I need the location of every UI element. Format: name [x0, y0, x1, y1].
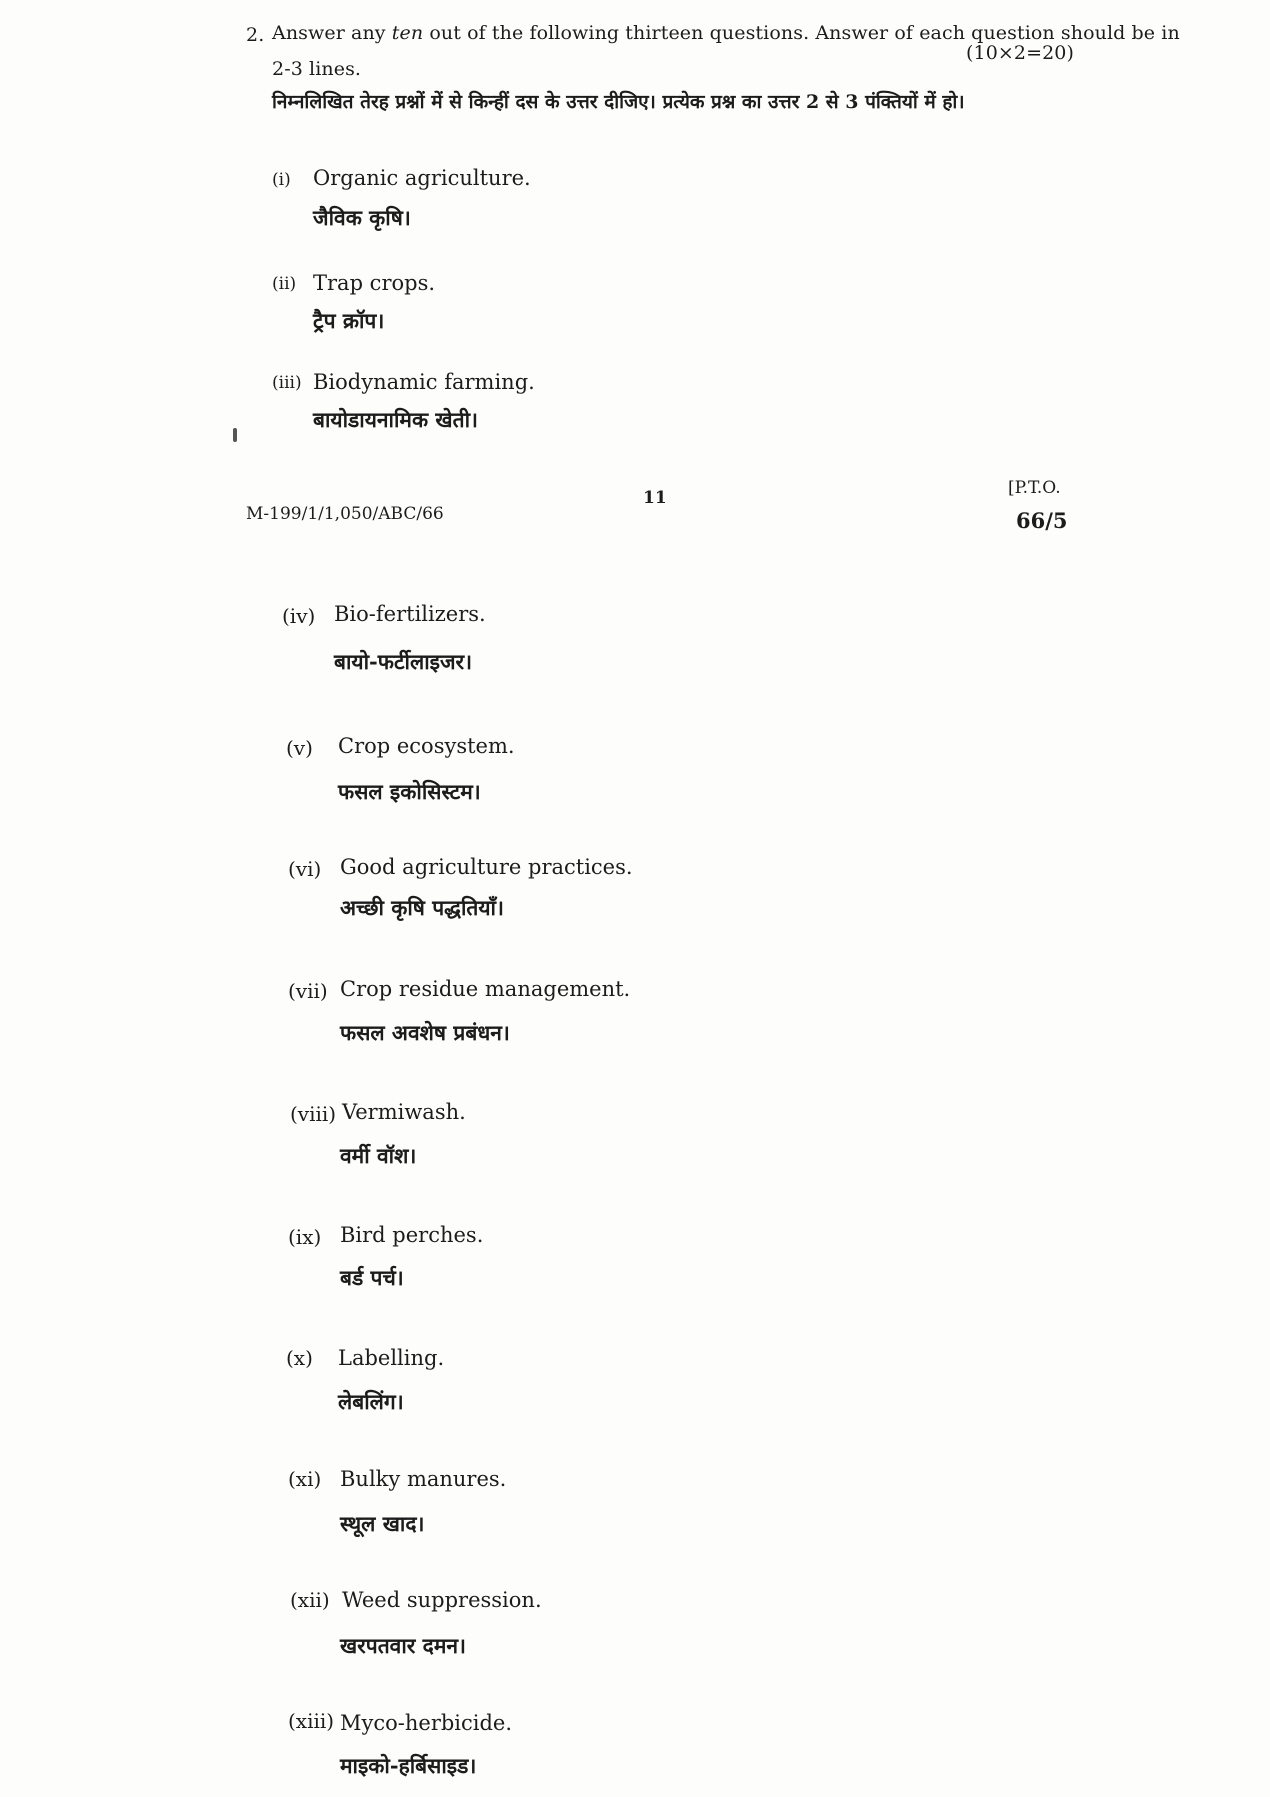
item-english: Weed suppression. — [342, 1588, 542, 1612]
item-hindi: खरपतवार दमन। — [340, 1633, 467, 1658]
item-english: Myco-herbicide. — [340, 1711, 513, 1735]
instruction-pre: Answer any — [272, 22, 392, 44]
instruction-emphasis: ten — [391, 22, 424, 44]
pto-mark: [P.T.O. — [1008, 478, 1061, 498]
item-number: (viii) — [290, 1102, 337, 1126]
item-number: (ii) — [272, 274, 297, 294]
scan-speck — [233, 428, 237, 442]
item-number: (iv) — [282, 604, 316, 628]
item-number: (xii) — [290, 1588, 330, 1612]
item-english: Good agriculture practices. — [340, 855, 633, 879]
set-code: 66/5 — [1016, 508, 1068, 533]
item-hindi: अच्छी कृषि पद्धतियाँ। — [340, 895, 504, 920]
item-english: Bird perches. — [340, 1223, 484, 1247]
item-english: Biodynamic farming. — [313, 370, 535, 394]
item-english: Bulky manures. — [340, 1467, 507, 1491]
item-hindi: स्थूल खाद। — [340, 1511, 425, 1536]
item-number: (iii) — [272, 373, 302, 393]
item-number: (xiii) — [288, 1709, 335, 1733]
item-number: (v) — [286, 736, 313, 760]
item-english: Crop ecosystem. — [338, 734, 515, 758]
item-hindi: ट्रैप क्रॉप। — [313, 308, 385, 333]
item-hindi: वर्मी वॉश। — [340, 1143, 417, 1168]
item-number: (x) — [286, 1346, 313, 1370]
paper-code: M-199/1/1,050/ABC/66 — [246, 504, 444, 524]
question-instruction-line1 — [272, 22, 1180, 44]
question-instruction-line2: 2-3 lines. — [272, 58, 362, 80]
item-hindi: लेबलिंग। — [338, 1389, 404, 1414]
item-number: (i) — [272, 170, 291, 190]
item-english: Trap crops. — [313, 271, 436, 295]
page-number: 11 — [643, 488, 667, 508]
item-hindi: जैविक कृषि। — [313, 205, 411, 230]
question-number: 2. — [246, 24, 265, 46]
item-english: Labelling. — [338, 1346, 445, 1370]
item-hindi: माइको-हर्बिसाइड। — [340, 1753, 477, 1778]
item-hindi: फसल इकोसिस्टम। — [338, 779, 481, 804]
item-english: Bio-fertilizers. — [334, 602, 486, 626]
item-hindi: बर्ड पर्च। — [340, 1265, 404, 1290]
item-number: (vii) — [288, 979, 328, 1003]
item-number: (vi) — [288, 857, 322, 881]
question-instruction-hindi: निम्नलिखित तेरह प्रश्नों में से किन्हीं दस के उत्तर दीजिए। प्रत्येक प्रश्न का उत्तर 2 से 3 पंक्तियों में हो। — [272, 91, 965, 113]
item-number: (ix) — [288, 1225, 322, 1249]
question-marks: (10×2=20) — [966, 42, 1075, 64]
instruction-post: out of the following thirteen questions. Answer of each question should be in — [423, 22, 1180, 44]
item-english: Crop residue management. — [340, 977, 631, 1001]
item-hindi: बायो-फर्टीलाइजर। — [334, 649, 473, 674]
item-number: (xi) — [288, 1467, 322, 1491]
item-hindi: बायोडायनामिक खेती। — [313, 407, 478, 432]
item-hindi: फसल अवशेष प्रबंधन। — [340, 1020, 510, 1045]
item-english: Vermiwash. — [342, 1100, 466, 1124]
item-english: Organic agriculture. — [313, 166, 531, 190]
